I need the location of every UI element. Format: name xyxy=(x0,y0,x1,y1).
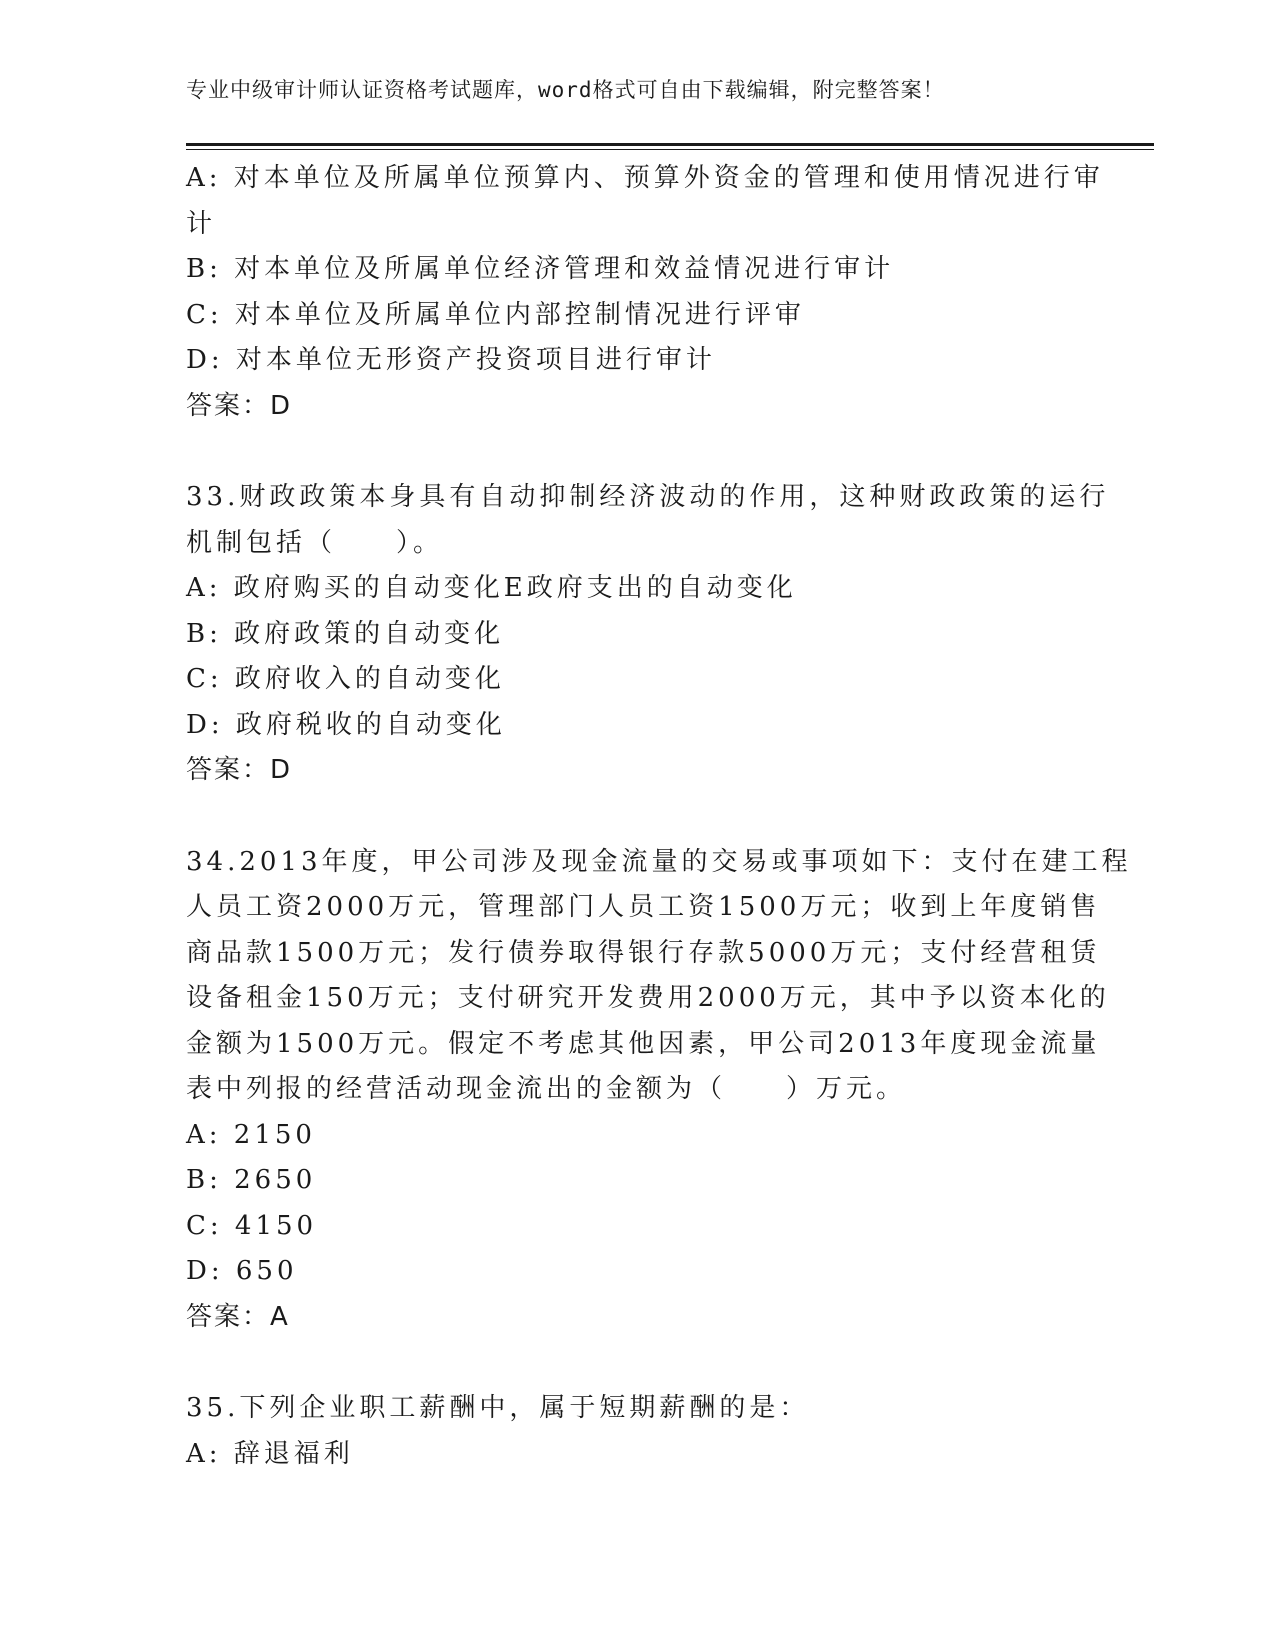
option-a: A: 2150 xyxy=(186,1119,316,1150)
option-b: B: 政府政策的自动变化 xyxy=(186,618,505,649)
question-34-stem-line-2: 人员工资2000万元，管理部门人员工资1500万元；收到上年度销售 xyxy=(186,892,1101,922)
option-d: D: 政府税收的自动变化 xyxy=(186,709,506,740)
question-34-stem-line-3: 商品款1500万元；发行债券取得银行存款5000万元；支付经营租赁 xyxy=(186,937,1101,968)
question-35-stem-line-1: 35.下列企业职工薪酬中，属于短期薪酬的是： xyxy=(186,1393,810,1423)
option-a: A: 政府购买的自动变化E政府支出的自动变化 xyxy=(186,573,797,603)
question-33 xyxy=(186,475,1110,748)
option-a-line-1: A: 对本单位及所属单位预算内、预算外资金的管理和使用情况进行审 xyxy=(186,163,1104,193)
question-34-answer: 答案：A xyxy=(186,1301,290,1332)
question-34 xyxy=(186,840,1132,1295)
question-34-stem-line-6: 表中列报的经营活动现金流出的金额为（ ）万元。 xyxy=(186,1074,907,1104)
question-33-answer: 答案：D xyxy=(186,755,293,785)
question-34-stem-line-4: 设备租金150万元；支付研究开发费用2000万元，其中予以资本化的 xyxy=(186,983,1110,1013)
option-d: D: 对本单位无形资产投资项目进行审计 xyxy=(186,345,716,375)
question-33-stem-line-1: 33.财政政策本身具有自动抑制经济波动的作用，这种财政政策的运行 xyxy=(186,482,1110,512)
option-a: A: 辞退福利 xyxy=(186,1438,354,1469)
option-d: D: 650 xyxy=(186,1256,298,1286)
question-34-stem-line-1: 34.2013年度，甲公司涉及现金流量的交易或事项如下：支付在建工程 xyxy=(186,846,1132,877)
option-b: B: 对本单位及所属单位经济管理和效益情况进行审计 xyxy=(186,254,895,284)
question-35 xyxy=(186,1386,1086,1477)
header-rule-thin xyxy=(186,149,1154,150)
document-body xyxy=(186,156,1132,1477)
page-header: 专业中级审计师认证资格考试题库，word格式可自由下载编辑，附完整答案！ xyxy=(186,78,945,102)
question-33-stem-line-2: 机制包括（ ）。 xyxy=(186,527,444,558)
option-c: C: 对本单位及所属单位内部控制情况进行评审 xyxy=(186,299,805,330)
option-a-line-2: 计 xyxy=(186,208,217,239)
header-rule-thick xyxy=(186,143,1154,146)
question-32-options xyxy=(186,156,1104,384)
option-c: C: 4150 xyxy=(186,1210,318,1241)
question-32-answer: 答案：D xyxy=(186,390,293,421)
option-c: C: 政府收入的自动变化 xyxy=(186,664,505,694)
option-b: B: 2650 xyxy=(186,1165,317,1195)
question-34-stem-line-5: 金额为1500万元。假定不考虑其他因素，甲公司2013年度现金流量 xyxy=(186,1028,1101,1059)
